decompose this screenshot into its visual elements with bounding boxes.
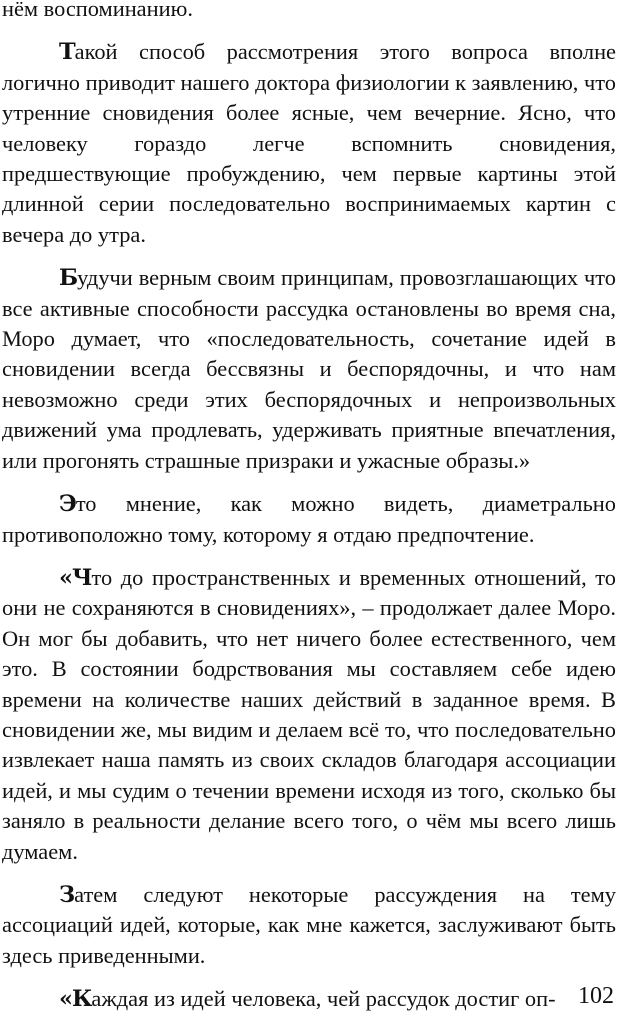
paragraph-7 (2, 984, 616, 1014)
dropcap-3: Б (59, 265, 78, 292)
paragraph-2 (2, 37, 616, 250)
paragraph-6 (2, 880, 616, 971)
dropcap-7: «К (59, 986, 92, 1013)
page-number: 102 (578, 983, 614, 1009)
dropcap-4: Э (59, 491, 76, 518)
paragraph-2-text: акой способ рассмотрения этого вопроса вполне логично приводит нашего доктора физиологии к заявлению, что утренние сновидения более ясные, чем вечерние. Ясно, что человеку гораздо легче вспомнить сновидения, предшествующие пробуждению, чем первые картины этой длинной серии последовательно воспринимаемых картин с вечера до утра. (2, 39, 616, 247)
paragraph-7-text: аждая из идей человека, чей рассудок достиг оп- (91, 986, 556, 1012)
paragraph-3 (2, 263, 616, 476)
paragraph-1-text: нём воспоминанию. (2, 0, 193, 21)
dropcap-2: Т (59, 39, 75, 66)
paragraph-5-text: то до пространственных и временных отношений, то они не сохраняются в сновидениях», – продолжает далее Моро. Он мог бы добавить, что нет ничего более естественного, чем это. В состоянии бодрствования мы составляем себе идею времени на количестве наших действий в заданное время. В сновидении же, мы видим и делаем всё то, что последовательно извлекает наша память из своих складов благодаря ассоциации идей, и мы судим о течении времени исходя из того, сколько бы заняло в реальности делание всего того, о чём мы всего лишь думаем. (2, 564, 616, 864)
dropcap-5: «Ч (59, 564, 92, 591)
paragraph-4 (2, 489, 616, 550)
paragraph-5 (2, 563, 616, 867)
paragraph-4-text: то мнение, как можно видеть, диаметрально противоположно тому, которому я отдаю предпочтение. (2, 491, 616, 547)
paragraph-3-text: удучи верным своим принципам, провозглашающих что все активные способности рассудка остановлены во время сна, Моро думает, что «последовательность, сочетание идей в сновидении всегда бессвязны и беспорядочны, и что нам невозможно среди этих беспорядочных и непроизвольных движений ума продлевать, удерживать приятные впечатления, или прогонять страшные призраки и ужасные образы.» (2, 265, 616, 473)
paragraph-6-text: атем следуют некоторые рассуждения на тему ассоциаций идей, которые, как мне кажется, заслуживают быть здесь приведенными. (2, 881, 616, 968)
paragraph-1 (2, 0, 616, 24)
dropcap-6: З (59, 881, 75, 908)
body-text (2, 0, 616, 1028)
